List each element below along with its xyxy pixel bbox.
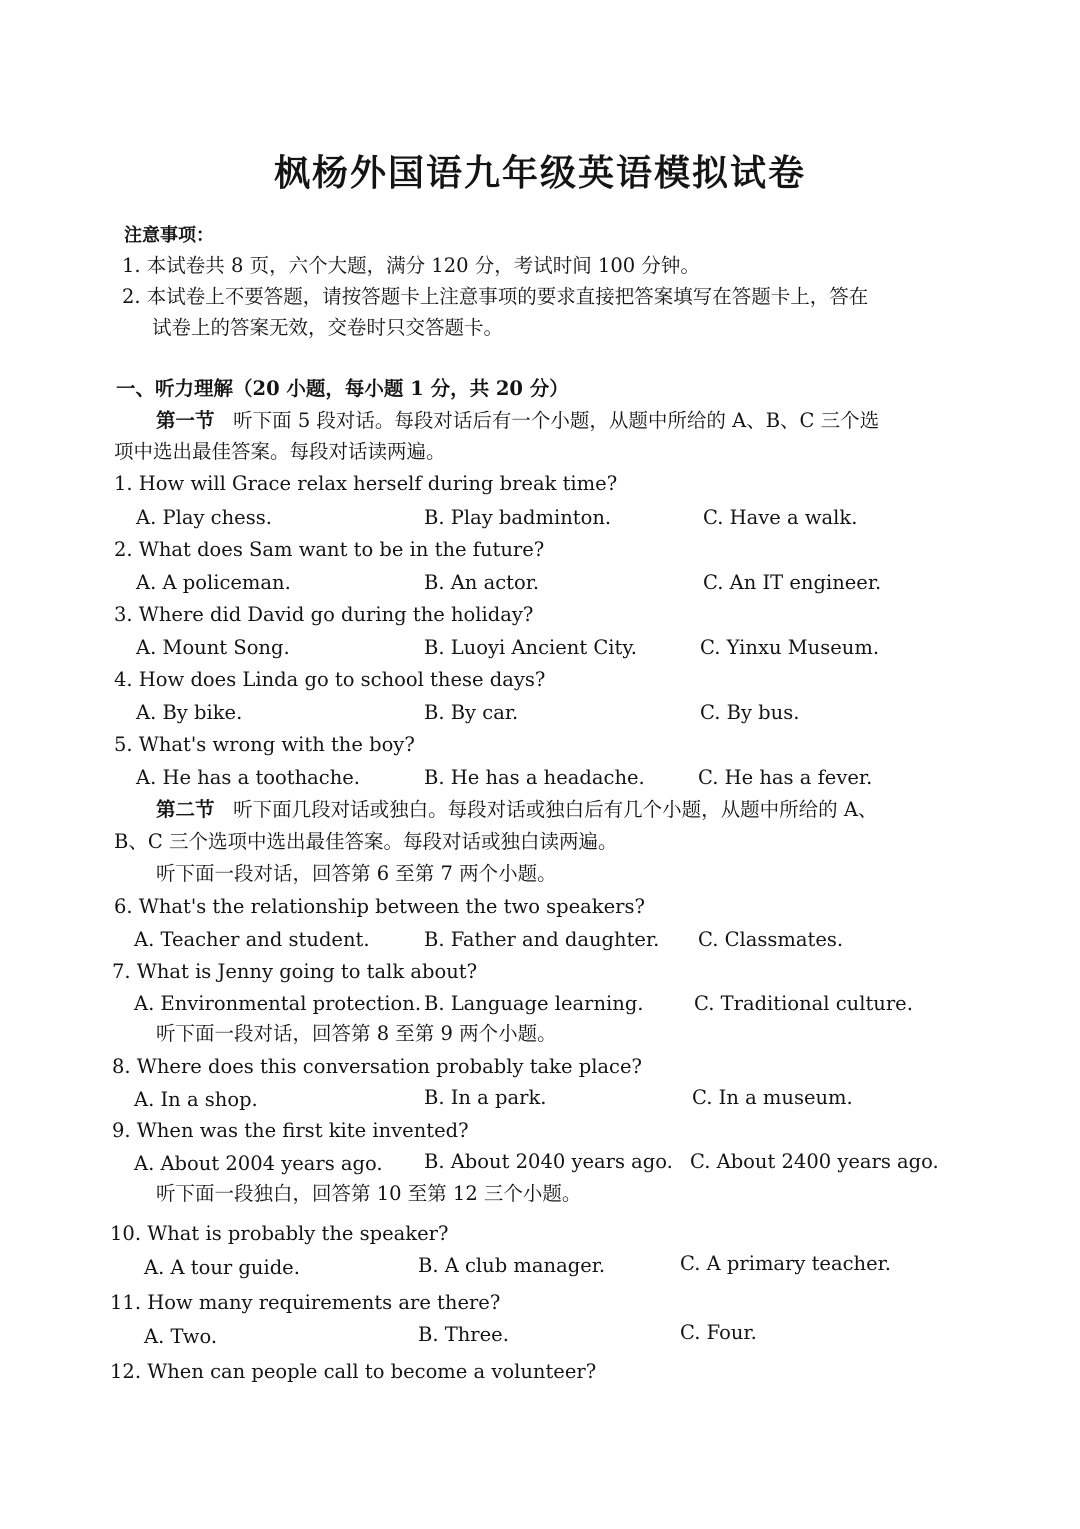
section2-instructions [156, 796, 877, 824]
question-text: 7. What is Jenny going to talk about? [112, 960, 478, 983]
section2-text: 听下面几段对话或独白。每段对话或独白后有几个小题，从题中所给的 A、 [233, 798, 878, 821]
question-text: 2. What does Sam want to be in the future? [114, 538, 545, 561]
notice-item-2-cont: 试卷上的答案无效，交卷时只交答题卡。 [152, 316, 504, 339]
option-a: A. Teacher and student. [134, 928, 370, 951]
question-text: 4. How does Linda go to school these days? [114, 668, 546, 691]
section1-text-cont: 项中选出最佳答案。每段对话读两遍。 [114, 440, 446, 463]
option-c: C. Traditional culture. [694, 992, 913, 1015]
option-a: A. In a shop. [134, 1088, 258, 1111]
directions-10-12: 听下面一段独白，回答第 10 至第 12 三个小题。 [156, 1182, 582, 1205]
notice-item-1: 1. 本试卷共 8 页，六个大题，满分 120 分，考试时间 100 分钟。 [122, 254, 700, 277]
option-a: A. A policeman. [136, 571, 291, 594]
question-text: 1. How will Grace relax herself during break time? [114, 472, 618, 495]
option-b: B. Three. [418, 1323, 509, 1346]
option-b: B. A club manager. [418, 1254, 606, 1277]
option-a: A. About 2004 years ago. [134, 1152, 383, 1175]
option-c: C. By bus. [700, 701, 800, 724]
option-c: C. Have a walk. [703, 506, 858, 529]
option-c: C. An IT engineer. [703, 571, 882, 594]
option-b: B. About 2040 years ago. [424, 1150, 673, 1173]
option-a: A. He has a toothache. [136, 766, 360, 789]
section2-label: 第二节 [156, 798, 215, 821]
option-c: C. In a museum. [692, 1086, 853, 1109]
option-a: A. Two. [144, 1325, 218, 1348]
option-b: B. By car. [424, 701, 519, 724]
page-title: 枫杨外国语九年级英语模拟试卷 [273, 153, 806, 194]
option-c: C. About 2400 years ago. [690, 1150, 939, 1173]
option-a: A. Environmental protection. [134, 992, 422, 1015]
option-a: A. Mount Song. [136, 636, 290, 659]
question-text: 3. Where did David go during the holiday? [114, 603, 534, 626]
option-c: C. He has a fever. [698, 766, 873, 789]
option-b: B. An actor. [424, 571, 540, 594]
question-text: 8. Where does this conversation probably take place? [112, 1055, 642, 1078]
question-text: 6. What's the relationship between the two speakers? [114, 895, 645, 918]
section1-label: 第一节 [156, 409, 215, 432]
question-text: 5. What's wrong with the boy? [114, 733, 415, 756]
section1-text: 听下面 5 段对话。每段对话后有一个小题，从题中所给的 A、B、C 三个选 [233, 409, 880, 432]
option-a: A. Play chess. [136, 506, 272, 529]
option-c: C. Four. [680, 1321, 757, 1344]
option-b: B. Luoyi Ancient City. [424, 636, 637, 659]
option-a: A. By bike. [136, 701, 243, 724]
notice-heading: 注意事项： [124, 225, 214, 246]
option-b: B. Language learning. [424, 992, 644, 1015]
option-c: C. A primary teacher. [680, 1252, 891, 1275]
option-b: B. Father and daughter. [424, 928, 660, 951]
section1-instructions [156, 407, 879, 435]
notice-item-2: 2. 本试卷上不要答题，请按答题卡上注意事项的要求直接把答案填写在答题卡上，答在 [122, 285, 869, 308]
directions-8-9: 听下面一段对话，回答第 8 至第 9 两个小题。 [156, 1022, 557, 1045]
option-b: B. He has a headache. [424, 766, 645, 789]
option-b: B. In a park. [424, 1086, 547, 1109]
section2-text-cont: B、C 三个选项中选出最佳答案。每段对话或独白读两遍。 [114, 830, 618, 853]
option-c: C. Yinxu Museum. [700, 636, 880, 659]
directions-6-7: 听下面一段对话，回答第 6 至第 7 两个小题。 [156, 862, 557, 885]
question-text: 12. When can people call to become a volunteer? [110, 1360, 597, 1383]
question-text: 10. What is probably the speaker? [110, 1222, 449, 1245]
option-b: B. Play badminton. [424, 506, 612, 529]
option-a: A. A tour guide. [144, 1256, 300, 1279]
question-text: 9. When was the first kite invented? [112, 1119, 469, 1142]
part1-heading: 一、听力理解（20 小题，每小题 1 分，共 20 分） [116, 377, 569, 400]
option-c: C. Classmates. [698, 928, 844, 951]
question-text: 11. How many requirements are there? [110, 1291, 501, 1314]
